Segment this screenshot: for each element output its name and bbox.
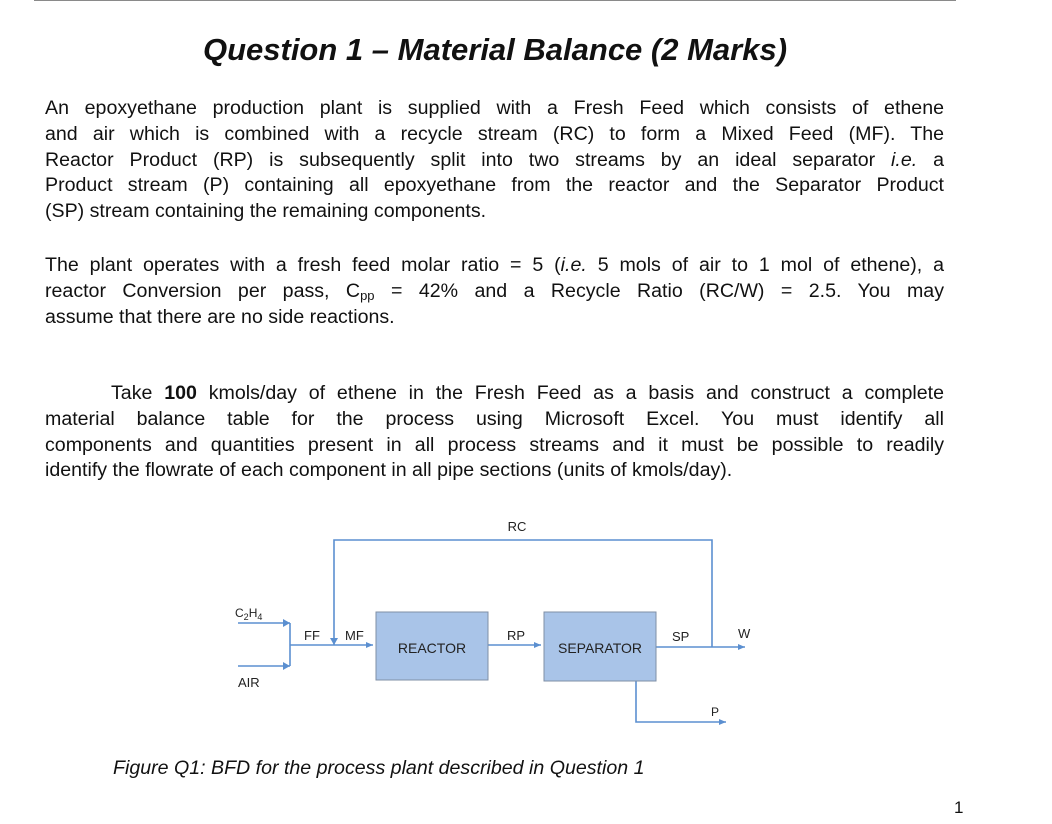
text-line: assume that there are no side reactions. <box>45 305 395 328</box>
text-line: The plant operates with a fresh feed molar ratio = 5 (i.e. 5 mols of air to 1 mol of ethene), a <box>45 254 945 276</box>
page-number: 1 <box>954 798 964 817</box>
separator-label: SEPARATOR <box>557 640 643 656</box>
top-rule <box>34 0 956 1</box>
separator-product-stream-label: SP <box>672 629 690 644</box>
text-line: and air which is combined with a recycle stream (RC) to form a Mixed Feed (MF). The <box>45 122 944 145</box>
air-arrow <box>283 662 290 670</box>
waste-stream-label: W <box>738 626 751 641</box>
text-line: reactor Conversion per pass, $C_{pp} = 42\%$ and a Recycle Ratio (RC/W) = 2.5. You may <box>45 279 944 303</box>
text-line: Product stream (P) containing all epoxyethane from the reactor and the Separator Product <box>45 174 944 197</box>
paragraph-conditions <box>45 253 944 330</box>
text-line: material balance table for the process using Microsoft Excel. You must identify all <box>45 407 944 430</box>
process-flow-diagram <box>0 500 1052 760</box>
paragraph-task <box>45 381 944 484</box>
paragraph-intro <box>45 96 944 225</box>
fresh-feed-stream-label: FF <box>304 628 320 643</box>
text-line: Take 100 kmols/day of ethene in the Fresh Feed as a basis and construct a complete <box>111 382 944 404</box>
air-stream-label: AIR <box>238 675 260 690</box>
mixed-feed-stream-label: MF <box>345 628 364 643</box>
ethene-arrow <box>283 619 290 627</box>
page-title: Question 1 – Material Balance (2 Marks) <box>202 32 788 67</box>
text-line: identify the flowrate of each component in all pipe sections (units of kmols/day). <box>45 459 733 482</box>
reactor-label: REACTOR <box>397 640 467 656</box>
recycle-arrow-down <box>330 638 338 645</box>
figure-caption: Figure Q1: BFD for the process plant described in Question 1 <box>113 757 645 779</box>
text-line: An epoxyethane production plant is supplied with a Fresh Feed which consists of ethene <box>45 97 944 119</box>
recycle-stream-label: RC <box>507 519 527 534</box>
ethene-stream-label: $C_2H_4$ <box>235 606 263 622</box>
product-stream-label: P <box>711 705 720 719</box>
text-line: Reactor Product (RP) is subsequently split into two streams by an ideal separator i.e. a <box>45 148 944 171</box>
text-line: (SP) stream containing the remaining components. <box>45 200 487 223</box>
text-line: components and quantities present in all process streams and it must be possible to readily <box>45 433 944 456</box>
reactor-product-stream-label: RP <box>507 628 526 643</box>
